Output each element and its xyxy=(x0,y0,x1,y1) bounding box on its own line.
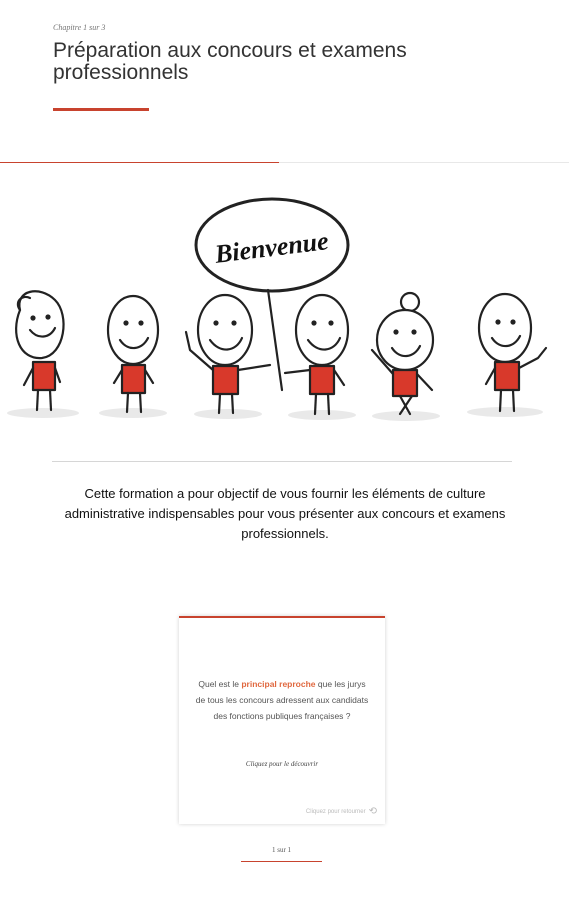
flip-label: Cliquez pour retourner xyxy=(305,808,366,815)
flashcard-cta: Cliquez pour le découvrir xyxy=(245,760,319,768)
progress-bar xyxy=(0,162,569,163)
figure-2 xyxy=(99,296,167,418)
title-accent-bar xyxy=(53,108,149,111)
progress-fill xyxy=(0,162,279,163)
figure-5 xyxy=(372,293,440,421)
sign-text: Bienvenue xyxy=(213,226,331,269)
question-part-2: que les jurys de tous les concours adressent aux candidats des fonctions publiques françaises ? xyxy=(195,679,369,721)
intro-text: Cette formation a pour objectif de vous fournir les éléments de culture administrative indispensables pour vous présenter aux concours et examens professionnels. xyxy=(64,486,506,541)
question-part-1: Quel est le xyxy=(198,679,242,689)
welcome-illustration xyxy=(0,190,569,430)
flashcard[interactable] xyxy=(179,616,385,824)
figure-6 xyxy=(467,294,546,417)
pager-label: 1 sur 1 xyxy=(271,846,292,854)
flip-icon: ⟲ xyxy=(368,806,377,817)
flip-button[interactable] xyxy=(306,806,377,817)
figure-4 xyxy=(285,295,356,420)
pager-underline xyxy=(241,861,322,862)
question-highlight: principal reproche xyxy=(241,679,316,689)
flashcard-question xyxy=(193,676,371,724)
section-divider xyxy=(52,461,512,462)
chapter-label: Chapitre 1 sur 3 xyxy=(53,23,106,32)
page-title: Préparation aux concours et examens professionnels xyxy=(53,39,407,84)
figure-1 xyxy=(7,291,79,418)
figure-3 xyxy=(186,295,270,419)
